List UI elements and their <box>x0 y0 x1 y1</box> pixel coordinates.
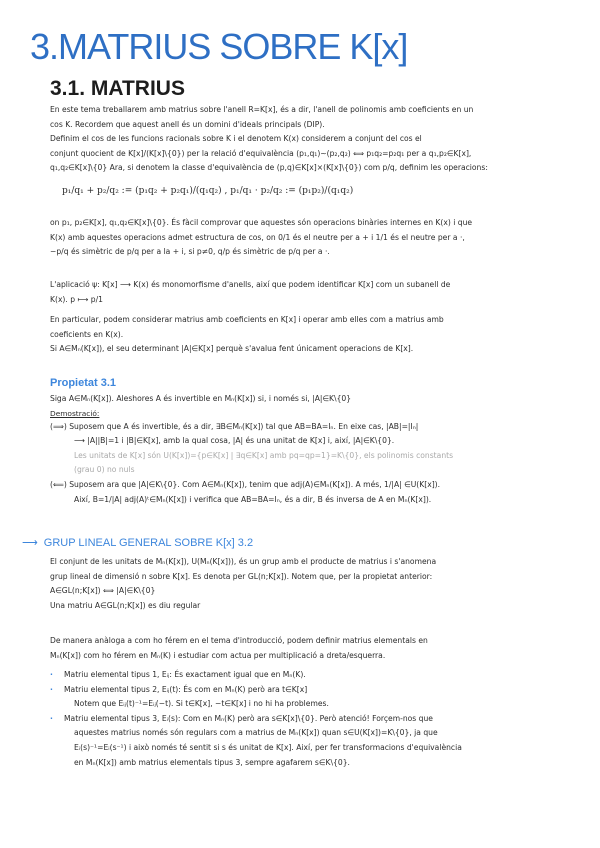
list-item-note: Notem que Eᵢⱼ(t)⁻¹=Eᵢⱼ(−t). Si t∈K[x], −t∈K[x] i no hi ha problemes. <box>74 699 329 709</box>
list-item-note: en Mₙ(K[x]) amb matrius elementals tipus 3, sempre agafarem s∈K\{0}. <box>74 757 350 767</box>
group-line: El conjunt de les unitats de Mₙ(K[x]), U(Mₙ(K[x])), és un grup amb el producte de matrius i s'anomena <box>50 557 437 566</box>
field-line: K(x) amb aquestes operacions admet estructura de cos, on 0/1 és el neutre per a + i 1/1 és el neutre per a ·, <box>50 232 465 242</box>
elementary-line: De manera anàloga a com ho férem en el tema d'introducció, podem definir matrius elementals en <box>50 636 428 645</box>
group-heading <box>22 535 253 551</box>
group-line: Una matriu A∈GL(n;K[x]) es diu regular <box>50 600 201 610</box>
page-title: 3.MATRIUS SOBRE K[x] <box>30 26 408 67</box>
list-item: · Matriu elemental tipus 1, Eᵢⱼ: És exactament igual que en Mₙ(K). <box>50 668 570 683</box>
particular-line: coeficients en K(x). <box>50 329 124 339</box>
particular-line: En particular, podem considerar matrius amb coeficients en K[x] i operar amb elles com a matrius amb <box>50 315 444 324</box>
proof-label: Demostració: <box>50 408 100 418</box>
intro-line: conjunt quocient de K[x]/(K[x]\{0}) per la relació d'equivalència (p₁,q₁)~(p₂,q₂) ⟺ p₁q₂=p₂q₁ per a q₁,p₂∈K[x], <box>50 148 472 158</box>
list-item: · Matriu elemental tipus 3, Eᵢ(s): Com en Mₙ(K) però ara s∈K[x]\{0}. Però atenció! Forçem-nos que <box>50 712 570 727</box>
property-statement: Siga A∈Mₙ(K[x]). Aleshores A és invertible en Mₙ(K[x]) si, i només si, |A|∈K\{0} <box>50 394 352 403</box>
proof-line: (⟸) Suposem ara que |A|∈K\{0}. Com A∈Mₙ(K[x]), tenim que adj(A)∈Mₙ(K[x]). A més, 1/|A| ∈U(K[x]). <box>50 479 441 489</box>
proof-note: Les unitats de K[x] són U(K[x])={p∈K[x] | ∃q∈K[x] amb pq=qp=1}=K\{0}, els polinomis constants <box>74 450 454 460</box>
intro-paragraph <box>50 103 570 176</box>
arrow-right-icon: ⟶ <box>22 537 38 549</box>
proof-line: (⟹) Suposem que A és invertible, és a dir, ∃B∈Mₙ(K[x]) tal que AB=BA=Iₙ. En eixe cas, |AB|=|Iₙ| <box>50 421 419 431</box>
elementary-line: Mₙ(K[x]) com ho férem en Mₙ(K) i estudiar com actua per multiplicació a dreta/esquerra. <box>50 650 386 660</box>
application-line: L'aplicació ψ: K[x] ⟶ K(x) és monomorfisme d'anells, així que podem identificar K[x] com un subanell de <box>50 280 451 289</box>
section-subtitle: 3.1. MATRIUS <box>50 77 185 100</box>
property-title: Propietat 3.1 <box>50 377 117 389</box>
intro-line: Definim el cos de les funcions racionals sobre K i el denotem K(x) considerem a conjunt del cos el <box>50 134 422 144</box>
group-paragraph <box>50 555 570 613</box>
types-list <box>50 668 570 770</box>
intro-line: q₁,q₂∈K[x]\{0} Ara, si denotem la classe d'equivalència de (p,q)∈K[x]×(K[x]\{0}) com p/q, definim les operacions: <box>50 163 488 173</box>
group-line: grup lineal de dimensió n sobre K[x]. Es denota per GL(n;K[x]). Notem que, per la propietat anterior: <box>50 571 433 581</box>
bullet-icon: · <box>50 684 53 694</box>
proof-line: ⟶ |A||B|=1 i |B|∈K[x], amb la qual cosa, |A| és una unitat de K[x] i, així, |A|∈K\{0}. <box>74 436 395 446</box>
particular-line: Si A∈Mₙ(K[x]), el seu determinant |A|∈K[x] perquè s'avalua fent únicament operacions de K[x]. <box>50 344 414 354</box>
intro-line: En este tema treballarem amb matrius sobre l'anell R=K[x], és a dir, l'anell de polinomis amb coeficients en un <box>50 105 474 114</box>
elementary-paragraph <box>50 634 570 663</box>
list-item-note: Eᵢ(s)⁻¹=Eᵢ(s⁻¹) i això només té sentit si s és unitat de K[x]. Així, per fer transformacions d'equivalència <box>74 742 462 752</box>
field-line: on p₁, p₂∈K[x], q₁,q₂∈K[x]\{0}. És fàcil comprovar que aquestes són operacions binàries internes en K(x) i que <box>50 218 473 227</box>
bullet-icon: · <box>50 670 53 679</box>
property-block <box>50 374 570 507</box>
group-line: A∈GL(n;K[x]) ⟺ |A|∈K\{0} <box>50 586 156 596</box>
proof-note: (grau 0) no nuls <box>74 465 135 475</box>
group-heading-text: GRUP LINEAL GENERAL SOBRE K[x] 3.2 <box>43 537 254 549</box>
bullet-icon: · <box>50 713 53 723</box>
intro-line: cos K. Recordem que aquest anell és un domini d'ideals principals (DIP). <box>50 119 325 129</box>
formula-line: p₁/q₁ + p₂/q₂ := (p₁q₂ + p₂q₁)/(q₁q₂) , p₁/q₁ · p₂/q₂ := (p₁p₂)/(q₁q₂) <box>62 186 354 196</box>
application-paragraph <box>50 278 570 307</box>
list-item-note: aquestes matrius només són regulars com a matrius de Mₙ(K[x]) quan s∈U(K[x])=K\{0}, ja que <box>74 728 438 738</box>
field-paragraph <box>50 216 570 260</box>
particular-paragraph <box>50 313 570 357</box>
field-line: −p/q és simètric de p/q per a la + i, si p≠0, q/p és simètric de p/q per a ·. <box>50 247 330 257</box>
proof-line: Així, B=1/|A| adj(A)ᵗ∈Mₙ(K[x]) i verifica que AB=BA=Iₙ, és a dir, B és inversa de A en Mₙ(K[x]). <box>74 494 432 504</box>
application-line: K(x). p ⟼ p/1 <box>50 294 103 304</box>
list-item: · Matriu elemental tipus 2, Eᵢⱼ(t): És com en Mₙ(K) però ara t∈K[x] <box>50 683 570 698</box>
operations-formula <box>50 178 570 204</box>
